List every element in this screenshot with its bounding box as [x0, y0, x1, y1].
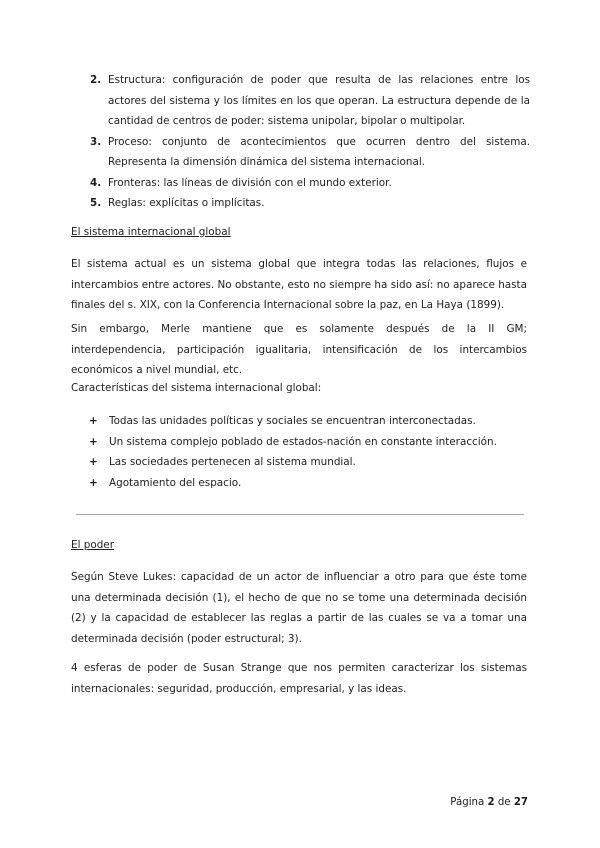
list-item	[89, 452, 529, 473]
page-separator: de	[497, 797, 511, 808]
list-item	[89, 432, 529, 453]
horizontal-divider	[76, 514, 524, 515]
list-item-text: Un sistema complejo poblado de estados-nación en constante interacción.	[109, 435, 497, 448]
numbered-list	[90, 70, 530, 214]
list-item-text: Estructura: configuración de poder que resulta de las relaciones entre los actores del sistema y los límites en los que operan. La estructura depende de la cantidad de centros de poder: sistema unipolar, bipolar o multipolar.	[108, 74, 530, 127]
paragraph-global-system-intro: El sistema actual es un sistema global que integra todas las relaciones, flujos e intercambios entre actores. No obstante, esto no siempre ha sido así: no aparece hasta finales del s. XIX, con la Conferencia Internacional sobre la paz, en La Haya (1899).	[71, 258, 527, 311]
list-item	[90, 70, 530, 132]
list-item-text: Todas las unidades políticas y sociales se encuentran interconectadas.	[109, 415, 476, 427]
paragraph-lukes: Según Steve Lukes: capacidad de un actor de influenciar a otro para que éste tome una determinada decisión (1), el hecho de que no se tome una determinada decisión (2) y la capacidad de establecer las reglas a partir de las cuales se va a tomar una determinada decisión (poder estructural; 3).	[71, 571, 527, 645]
plus-bullet-icon: +	[89, 435, 98, 448]
plus-bullet-icon: +	[89, 456, 98, 468]
plus-bullet-icon: +	[89, 415, 98, 427]
list-item-number: 4.	[90, 176, 102, 189]
section-heading-global-system: El sistema internacional global	[71, 226, 231, 238]
list-item-text: Reglas: explícitas o implícitas.	[108, 197, 265, 209]
list-item	[90, 132, 530, 173]
characteristics-list	[89, 411, 529, 493]
total-page-number: 27	[513, 797, 528, 808]
page-label: Página	[450, 797, 485, 808]
list-item-number: 3.	[90, 135, 102, 148]
list-item	[90, 173, 530, 194]
list-item	[90, 193, 530, 214]
plus-bullet-icon: +	[89, 476, 98, 489]
list-item-text: Proceso: conjunto de acontecimientos que ocurren dentro del sistema. Representa la dimensión dinámica del sistema internacional.	[108, 135, 530, 168]
list-item-text: Fronteras: las líneas de división con el mundo exterior.	[108, 176, 392, 189]
current-page-number: 2	[487, 797, 495, 808]
list-item-number: 2.	[90, 74, 102, 86]
list-item	[89, 411, 529, 432]
list-item-number: 5.	[90, 197, 102, 209]
paragraph-characteristics-intro: Características del sistema internacional global:	[71, 382, 322, 394]
paragraph-strange: 4 esferas de poder de Susan Strange que nos permiten caracterizar los sistemas internacionales: seguridad, producción, empresarial, y las ideas.	[71, 662, 527, 695]
page-footer	[450, 797, 528, 808]
section-heading-power: El poder	[71, 539, 114, 551]
paragraph-merle: Sin embargo, Merle mantiene que es solamente después de la II GM; interdependencia, participación igualitaria, intensificación de los intercambios económicos a nivel mundial, etc.	[71, 323, 527, 376]
list-item-text: Agotamiento del espacio.	[109, 476, 242, 489]
list-item	[89, 473, 529, 494]
list-item-text: Las sociedades pertenecen al sistema mundial.	[109, 456, 356, 468]
